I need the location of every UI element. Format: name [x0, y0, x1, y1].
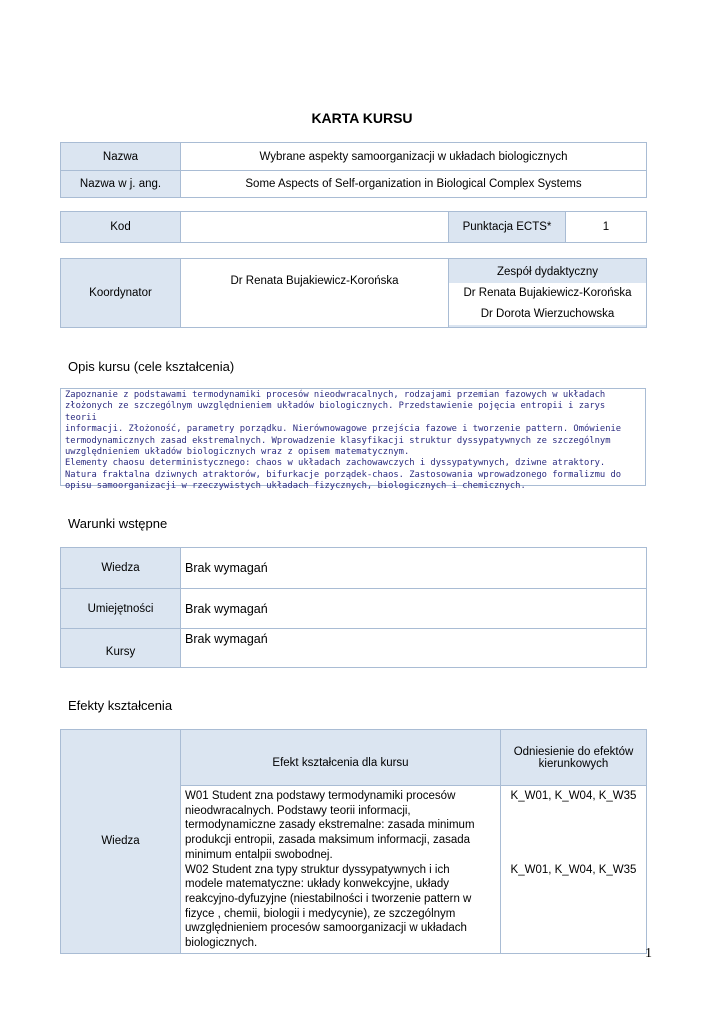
- prerequisites-table: [60, 547, 647, 668]
- outcome-ref: K_W01, K_W04, K_W35: [510, 863, 637, 876]
- coordinator-label: Koordynator: [61, 259, 181, 328]
- description-line: złożonych ze szczególnym uwzględnieniem układów biologicznych. Przedstawienie pojęcia entropii i zarys teorii: [65, 401, 606, 423]
- prereq-value: Brak wymagań: [181, 548, 647, 589]
- description-line: informacji. Złożoność, parametry porządku. Nierównowagowe przejścia fazowe i tworzenie pattern. Omówienie: [65, 424, 622, 435]
- description-line: termodynamicznych zasad ekstremalnych. Wprowadzenie klasyfikacji struktur dyssypatywnych ze szczególnym: [65, 435, 611, 446]
- description-box: [60, 388, 646, 492]
- outcome-line: minimum entalpii swobodnej.: [185, 848, 333, 861]
- outcome-line: W02 Student zna typy struktur dyssypatywnych i ich: [185, 863, 450, 876]
- code-value: [181, 212, 449, 243]
- page-number: 1: [645, 946, 652, 961]
- outcomes-col-ref: Odniesienie do efektów kierunkowych: [501, 730, 647, 786]
- prereq-label: Kursy: [61, 629, 181, 668]
- name-value: Wybrane aspekty samoorganizacji w układach biologicznych: [181, 143, 647, 171]
- outcome-line: produkcji entropii, zasada maksimum informacji, zasada: [185, 834, 471, 847]
- coordinator-table: [60, 258, 647, 328]
- description-line: Elementy chaosu deterministycznego: chaos w układach zachowawczych i dyssypatywnych, dziwne atraktory.: [65, 458, 606, 469]
- page-title: KARTA KURSU: [311, 110, 413, 126]
- prerequisites-heading: Warunki wstępne: [68, 516, 168, 531]
- team-label: Zespół dydaktyczny: [497, 265, 598, 278]
- outcome-line: biologicznych.: [185, 937, 258, 950]
- team-member: Dr Renata Bujakiewicz-Korońska: [449, 283, 646, 304]
- outcome-line: fizyce , chemii, biologii i medycynie), ze szczególnym: [185, 907, 456, 920]
- outcome-line: modele matematyczne: układy konwekcyjne, układy: [185, 878, 449, 891]
- prereq-label: Wiedza: [61, 548, 181, 589]
- team-cell: [449, 259, 647, 328]
- ects-label: Punktacja ECTS*: [449, 212, 566, 243]
- outcomes-table: [60, 729, 647, 954]
- outcomes-refs: [501, 786, 647, 954]
- outcome-line: uwzględnieniem procesów samoorganizacji w układach: [185, 922, 467, 935]
- description-heading: Opis kursu (cele kształcenia): [68, 359, 235, 374]
- outcome-line: nieodwracalnych. Podstawy teorii informacji,: [185, 804, 411, 817]
- name-en-label: Nazwa w j. ang.: [61, 171, 181, 198]
- outcomes-heading: Efekty kształcenia: [68, 698, 173, 713]
- outcome-ref: K_W01, K_W04, K_W35: [510, 790, 637, 802]
- description-line: opisu samoorganizacji w rzeczywistych układach fizycznych, biologicznych i chemicznych.: [65, 481, 526, 492]
- outcomes-col-effect: Efekt kształcenia dla kursu: [181, 730, 501, 786]
- outcomes-effects: [181, 786, 501, 954]
- outcomes-category: Wiedza: [61, 730, 181, 954]
- name-label: Nazwa: [61, 143, 181, 171]
- outcome-line: reakcyjno-dyfuzyjne (niestabilności i tworzenie pattern w: [185, 892, 472, 905]
- code-label: Kod: [61, 212, 181, 243]
- ects-value: 1: [566, 212, 647, 243]
- name-en-value: Some Aspects of Self-organization in Biological Complex Systems: [181, 171, 647, 198]
- coordinator-value: Dr Renata Bujakiewicz-Korońska: [181, 259, 449, 328]
- code-table: [60, 211, 647, 243]
- prereq-label: Umiejętności: [61, 589, 181, 629]
- description-line: uwzględnieniem układów biologicznych wraz z opisem matematycznym.: [65, 447, 410, 458]
- outcome-line: W01 Student zna podstawy termodynamiki procesów: [185, 790, 456, 802]
- outcome-line: termodynamiczne zasady ekstremalne: zasada minimum: [185, 819, 475, 832]
- team-member: Dr Dorota Wierzuchowska: [449, 304, 646, 325]
- prereq-value: Brak wymagań: [181, 589, 647, 629]
- description-line: Natura fraktalna dziwnych atraktorów, bifurkacje porządek-chaos. Zastosowania wprowadzonego formalizmu do: [65, 469, 622, 480]
- description-line: Zapoznanie z podstawami termodynamiki procesów nieodwracalnych, rodzajami przemian fazowych w układach: [65, 390, 606, 400]
- prereq-value: Brak wymagań: [181, 629, 647, 668]
- course-name-table: [60, 142, 647, 198]
